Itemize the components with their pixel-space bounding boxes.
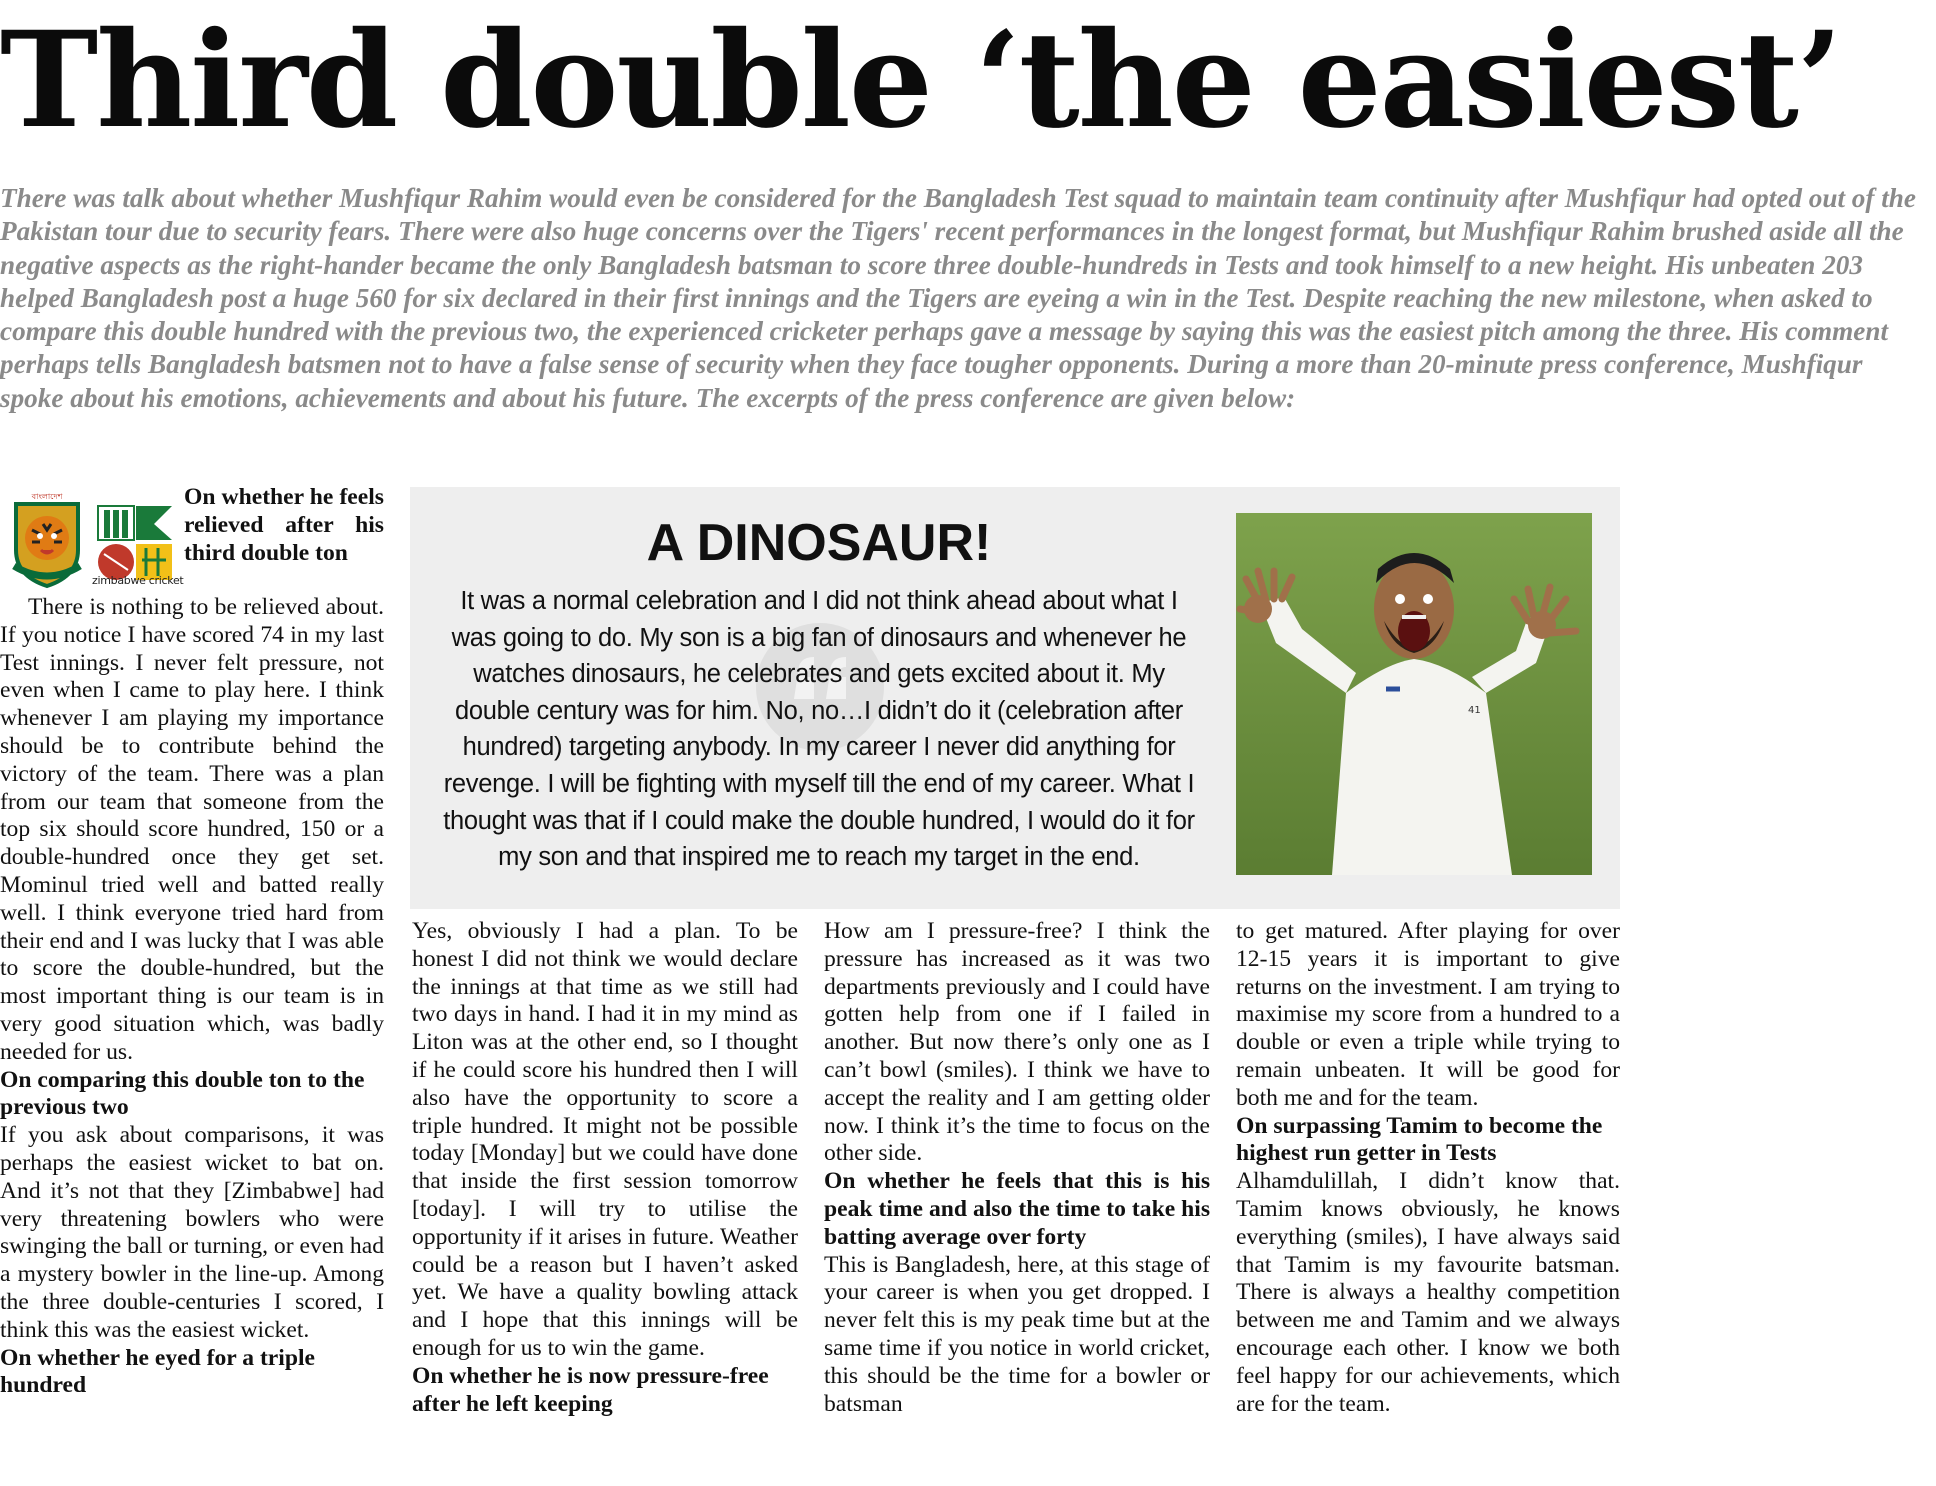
subhead-surpassing-tamim: On surpassing Tamim to become the highest run getter in Tests bbox=[1236, 1112, 1603, 1167]
answer-triple-hundred: Yes, obviously I had a plan. To be honest I did not think we would declare the innings at that time as we still had two days in hand. I had it in my mind as Liton was at the other end, so I thought if he could score his hundred then I will also have the opportunity to score a triple hundred. It might not be possible today [Monday] but we could have done that inside the first session tomorrow [today]. I will try to utilise the opportunity if it arises in future. Weather could be a reason but I haven’t asked yet. We have a quality bowling attack and I hope that this innings will be enough for us to win the game. bbox=[412, 918, 798, 1361]
player-photo bbox=[1236, 513, 1592, 875]
answer-surpassing-tamim: Alhamdulillah, I didn’t know that. Tamim knows obviously, he knows everything (smiles), I have always said that Tamim is my favourite batsman. There is always a healthy competition between me and Tamim and we always encourage each other. I know we both feel happy for our achievements, which are for the team. bbox=[1236, 1168, 1620, 1417]
subhead-pressure-free: On whether he is now pressure-free after he left keeping bbox=[412, 1362, 769, 1417]
answer-peak-time: This is Bangladesh, here, at this stage of your career is when you get dropped. I never felt this is my peak time but at the same time if you notice in world cricket, this should be the time for a bowler or batsman bbox=[824, 1251, 1210, 1417]
subhead-triple-hundred: On whether he eyed for a triple hundred bbox=[0, 1344, 315, 1399]
quote-text: It was a normal celebration and I did not think ahead about what I was going to do. My son is a big fan of dinosaurs and whenever he watches dinosaurs, he celebrates and gets excited about it. My double century was for him. No, no…I didn’t do it (celebration after hundred) targeting anybody. In my career I never did anything for revenge. I will be fighting with myself till the end of my career. What I thought was that if I could make the double hundred, I would do it for my son and that inspired me to reach my target in the end. bbox=[443, 587, 1195, 872]
answer-relieved: There is nothing to be relieved about. If you notice I have scored 74 in my last Test innings. I never felt pressure, not even when I came to play here. I think whenever I am playing my importance should be to contribute behind the victory of the team. There was a plan from our team that someone from the top six should score hundred, 150 or a double-hundred once they get set. Mominul tried well and batted really well. I think everyone tried hard from their end and I was lucky that I was able to score the double-hundred, but the most important thing is our team is in very good situation which, was badly needed for us. bbox=[0, 594, 384, 1065]
answer-comparing: If you ask about comparisons, it was perhaps the easiest wicket to bat on. And it’s not that they [Zimbabwe] had very threatening bowlers who were swinging the ball or turning, or even had a mystery bowler in the line-up. Among the three double-centuries I scored, I think this was the easiest wicket. bbox=[0, 1122, 384, 1343]
logos bbox=[0, 484, 182, 594]
column-3 bbox=[824, 918, 1210, 1418]
quote-title: A DINOSAUR! bbox=[646, 514, 992, 572]
svg-text:বাংলাদেশ: বাংলাদেশ bbox=[31, 492, 63, 501]
column-2 bbox=[412, 918, 798, 1418]
intro-paragraph: There was talk about whether Mushfiqur Rahim would even be considered for the Bangladesh Test squad to maintain team continuity after Mushfiqur had opted out of the Pakistan tour due to security fears. There were also huge concerns over the Tigers' recent performances in the longest format, but Mushfiqur Rahim brushed aside all the negative aspects as the right-hander became the only Bangladesh batsman to score three double-hundreds in Tests and took himself to a new height. His unbeaten 203 helped Bangladesh post a huge 560 for six declared in their first innings and the Tigers are eyeing a win in the Test. Despite reaching the new milestone, when asked to compare this double hundred with the previous two, the experienced cricketer perhaps gave a message by saying this was the easiest pitch among the three. His comment perhaps tells Bangladesh batsmen not to have a false sense of security when they face tougher opponents. During a more than 20-minute press conference, Mushfiqur spoke about his emotions, achievements and about his future. The excerpts of the press conference are given below: bbox=[0, 183, 1916, 413]
jersey-number: 41 bbox=[1468, 705, 1481, 716]
player-photo-illustration bbox=[1236, 513, 1592, 875]
headline: Third double ‘the easiest’ bbox=[0, 3, 1841, 158]
answer-pressure-free: How am I pressure-free? I think the pressure has increased as it was two departments previously and I could have gotten help from one if I failed in another. But now there’s only one as I can’t bowl (smiles). I think we have to accept the reality and I am getting older now. I think it’s the time to focus on the other side. bbox=[824, 918, 1210, 1167]
bcb-logo-icon bbox=[8, 490, 86, 590]
column-4 bbox=[1236, 918, 1620, 1418]
answer-peak-time-continued: to get matured. After playing for over 12-15 years it is important to give returns on the investment. I am trying to maximise my score from a hundred to a double or even a triple while trying to remain unbeaten. It will be good for both me and for the team. bbox=[1236, 918, 1620, 1111]
quote-box bbox=[410, 487, 1620, 909]
subhead-relieved: On whether he feels relieved after his third double ton bbox=[184, 484, 384, 566]
zimbabwe-cricket-caption: zimbabwe cricket bbox=[92, 574, 184, 587]
column-1 bbox=[0, 484, 384, 1400]
subhead-peak-time: On whether he feels that this is his peak time and also the time to take his batting average over forty bbox=[824, 1168, 1210, 1250]
subhead-comparing: On comparing this double ton to the previous two bbox=[0, 1066, 365, 1121]
